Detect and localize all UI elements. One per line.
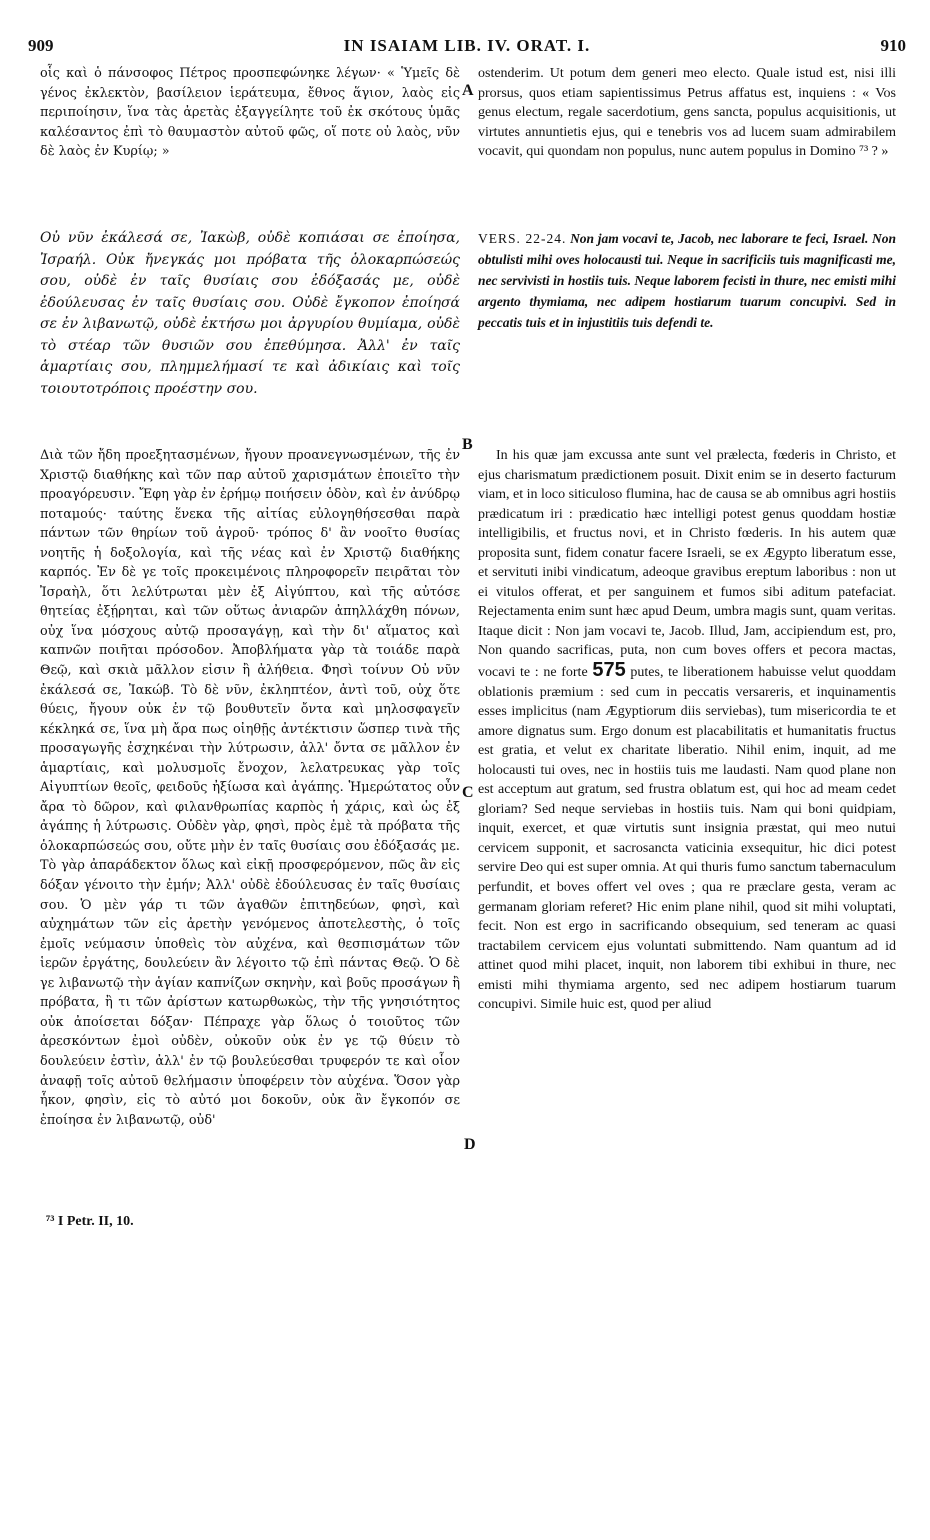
running-title: IN ISAIAM LIB. IV. ORAT. I. [343, 36, 591, 55]
section-marker-c: C [462, 784, 474, 801]
verse-label: VERS. 22-24. [478, 231, 567, 246]
greek-paragraph-1 [40, 64, 460, 162]
section-marker-a: A [462, 82, 474, 99]
latin-commentary-text-a: In his quæ jam excussa ante sunt vel prælecta, fœderis in Christo, et ejus charismatum prædictionem posuit. Dixit enim se in deserto facturum viam, et in loco siticuloso flumina, hac de causa se ab omnibus agri hostiis prædicatum iri : prædicatio hæc intelligi potest genus quoddam hostiæ intelligibilis, et fructus novi, et in Christo fœderis. In his autem quæ proposita sunt, fidem conatur facere Israeli, se ex Ægypto liberatum esse, et servituti inibi vindicatum, adeoque gravibus ereptum laboribus : non ut ei vitulos offerat, et per sanguinem et fumos sibi aditum patefaciat. Rejectamenta enim sunt hæc apud Deum, umbra magis sunt, quam veritas. Itaque dicit : Non jam vocavi te, Jacob. Illud, Jam, accipiendum est, pro, Non quando sacrificas, puta, non cum boves offers et pecora mactas, vocavi te : ne forte [478, 448, 896, 681]
greek-lemma-text: Οὐ νῦν ἐκάλεσά σε, Ἰακὼβ, οὐδὲ κοπιάσαι σε ἐποίησα, Ἰσραήλ. Οὐκ ἤνεγκάς μοι πρόβατα τῆς ὁλοκαρπώσεώς σου, οὐδὲ ἐν ταῖς θυσίαις σου ἐδόξασάς με, οὐδὲ ἐδούλευσας ἐν ταῖς θυσίαις σου. Οὐδὲ ἔγκοπον ἐποίησά σε ἐν λιβανωτῷ, οὐδὲ ἐκτήσω μοι ἀργυρίου θυμίαμα, οὐδὲ τὸ στέαρ τῶν θυσιῶν σου ἐπεθύμησα. Ἀλλ' ἐν ταῖς ἁμαρτίαις σου, πλημμελήμασί τε καὶ ἀδικίαις καὶ τοῖς τοιουτοτρόποις προέστην σου. [40, 230, 460, 397]
latin-text-1: ostenderim. Ut potum dem generi meo electo. Quale istud est, nisi illi prorsus, quos etiam sapientissimus Petrus affatus est, inquiens : « Vos genus electum, regale sacerdotium, gens sancta, populus acquisitionis, ut virtutes annuntietis ejus, qui e tenebris vos ad lucem suam admirabilem vocavit, qui quondam non populus, nunc autem populus in Domino ⁷³ ? » [478, 66, 896, 159]
latin-lemma [478, 228, 896, 333]
section-marker-b: B [462, 436, 473, 453]
page-number-left: 909 [28, 36, 54, 55]
greek-text-1: οἷς καὶ ὁ πάνσοφος Πέτρος προσπεφώνηκε λέγων· « Ὑμεῖς δὲ γένος ἐκλεκτὸν, βασίλειον ἱεράτευμα, ἔθνος ἅγιον, λαὸς εἰς περιποίησιν, ἵνα τὰς ἀρετὰς ἐξαγγείλητε τοῦ ἐκ σκότους ὑμᾶς καλέσαντος ἐπὶ τὸ θαυμαστὸν αὐτοῦ φῶς, οἵ ποτε οὐ λαὸς, νῦν δὲ λαὸς ἐν Κυρίῳ; » [40, 66, 460, 159]
page-mark: 575 [592, 659, 626, 682]
greek-commentary-text: Διὰ τῶν ἤδη προεξητασμένων, ἤγουν προανεγνωσμένων, τῆς ἐν Χριστῷ διαθήκης καὶ τῶν παρ αὐτοῦ χαρισμάτων ἐποιεῖτο τὴν προαγόρευσιν. Ἔφη γὰρ ἐν ἐρήμῳ ποιήσειν ὁδὸν, καὶ ἐν ἀνύδρῳ ποταμούς· ταύτης ἕνεκα τῆς αἰτίας εὐλογηθήσεσθαι παρὰ πάντων τῶν θηρίων τοῦ ἀγροῦ· τρόπος δ' ἂν νοοῖτο θυσίας νοητῆς ἡ δοξολογία, καὶ τῆς νέας καὶ ἐν Χριστῷ διαθήκης καρπός. Ἐν δὲ γε τοῖς προκειμένοις πληροφορεῖν πειρᾶται τὸν Ἰσραὴλ, ὅτι λελύτρωται μὲν ἐξ Αἰγύπτου, καὶ τῆς αὐτόσε θητείας ἐξῄρηται, καὶ τῶν οὕτως ἀνιαρῶν ἀπηλλάχθη πόνων, οὐχ ἵνα μόσχους αὐτῷ προσαγάγῃ, καὶ τὴν δι' αἵματος καὶ καπνῶν ποιῆται πρόσοδον. Ἀποβλήματα γὰρ τὰ τοιάδε παρὰ Θεῷ, καὶ σκιὰ μᾶλλον εἰσιν ἢ ἀλήθεια. Φησὶ τοίνυν Οὐ νῦν ἐκάλεσά σε, Ἰακώβ. Τὸ δὲ νῦν, ἐκληπτέον, ἀντὶ τοῦ, οὐχ ὅτε θύεις, ἤγουν οὐκ ἐν τῷ βουθυτεῖν ὄντα καὶ μηλοσφαγεῖν κέκληκά σε, ἵνα μὴ ἄρα πως οἰηθῇς ἀντέκτισιν ὥσπερ τινὰ τῆς προσαγωγῆς ἐσχηκέναι τὴν λύτρωσιν, ἀλλ' ὄντα σε μᾶλλον ἐν ἁμαρτίαις, καὶ μολυσμοῖς ἔνοχον, λελατρευκας γὰρ τοῖς Αἰγυπτίων θεοῖς, φειδοῦς ἠξίωσα καὶ ἀγάπης. Ἡμερώτατος οὖν ἄρα τὸ δῶρον, καὶ φιλανθρωπίας καρπὸς ἡ χάρις, καὶ ὡς ἐξ ἀγάπης ἡ λύτρωσις. Οὐδὲν γὰρ, φησὶ, πρὸς ἐμὲ τὰ πρόβατα τῆς ὁλοκαρπώσεώς σου, οὔτε μὴν ἐν ταῖς θυσίαις σου ἐδόξασάς με. Τὸ γὰρ ἀπαράδεκτον ὅλως καὶ εἰκῇ προσφερόμενον, πῶς ἂν εἰς δόξαν γένοιτο τὴν ἐμήν; Ἀλλ' οὐδὲ ἐδούλευσας ἐν ταῖς θυσίαις σου. Ὁ μὲν γάρ τι τῶν ἀγαθῶν ἐπιτηδεύων, φησὶ, καὶ αὐχημάτων τῶν εἰς ἀρετὴν γενόμενος ἀποτελεστὴς, ὁ τοῖς ἐμοῖς νεύμασιν ὑποθεὶς τὸν αὐχένα, καὶ θεσπισμάτων τῶν ἱερῶν ἐργάτης, δουλεύειν ἂν λέγοιτο τῷ ἐπὶ πάντας Θεῷ. Ὁ δὲ γε λιβανωτῷ τὴν ἁγίαν καπνίζων σκηνὴν, καὶ βοῦς προσάγων ἢ πρόβατα, ἢ τι τῶν ἀρίστων κατωρθωκὼς, τὴν τῆς γνησιότητος οὐκ ἀποίσεται δόξαν· Πέπραχε γὰρ ὅλως ὁ τοιοῦτος τῶν ἀρεσκόντων ἐμοὶ οὐδὲν, οὐκοῦν οὐκ ἐν γε τῷ θύειν τὸ δουλεύειν ἐστὶν, ἀλλ' ἐν τῷ βουλεύεσθαι τρυφερόν τε καὶ οἷον ἀναφῇ τοῖς αὐτοῦ θελήμασιν ὑποφέρειν τὸν αὐχένα. Ὅσον γὰρ ἧκον, φησὶν, εἰς τὸ αὐτό μοι δοκοῦν, οὐκ ἂν ἔγκοπόν σε ἐποίησα ἐν λιβανωτῷ, οὐδ' [40, 448, 460, 1128]
page-number-right: 910 [880, 36, 906, 55]
footnote: ⁷³ I Petr. II, 10. [46, 1214, 134, 1229]
latin-lemma-text: Non jam vocavi te, Jacob, nec laborare te feci, Israel. Non obtulisti mihi oves holocausti tui. Neque in sacrificiis tuis magnificasti me, nec servivisti in hostiis tuis. Neque laborem fecisti in thure, nec emisti mihi argento thymiama, nec adipem hostiarum tuarum concupivi. Sed in peccatis tuis et in injustitiis tuis defendi te. [478, 231, 896, 330]
greek-lemma [40, 228, 460, 400]
latin-commentary [478, 446, 896, 1015]
section-marker-d: D [464, 1136, 476, 1153]
greek-commentary [40, 446, 460, 1130]
latin-commentary-text-b: putes, te liberationem habuisse velut quoddam oblationis præmium : sed cum in peccatis versareris, et inquinamentis esses implicitus (nam Ægyptiorum diis serviebas), tum misericordia te et amore dignatus sum. Ergo donum est placabilitatis et humanitatis fructus est gratia, et velut ex charitate liberatio. Nihil enim, inquit, ad me holocausti tui oves, nec in hostiis tuis me laudasti. Nam quod plane non est acceptum aut gratum, sed frustra oblatum est, qui hoc ad meam cedet gloriam? Sed neque serviebas in hostiis tuis. Nam qui boni quidpiam, inquit, exercet, et quæ virtutis sunt insignia præstat, qui meo nutui cervicem supponit, et sacrosancta vaticinia exsequitur, hic dici potest servire Deo qui est super omnia. At qui thuris fumo sanctum tabernaculum perfundit, et boves offert vel oves ; qua re præclare gesta, veram ac germanam gloriam referet? Hic enim plane nihil, quod sit mihi voluptati, fecit. Non est ergo in sacrificando obsequium, sed teneram ac quasi tractabilem cervicem ejus voluntati submittendo. Nam quantum ad id attinet quod mihi placet, inquit, non laborem tibi exhibui in thure, nec emisti mihi thymiama argento, sed nec adipem hostiarum tuarum concupivi. Simile huic est, quod per aliud [478, 665, 897, 1013]
running-header [28, 36, 906, 60]
latin-paragraph-1 [478, 64, 896, 162]
